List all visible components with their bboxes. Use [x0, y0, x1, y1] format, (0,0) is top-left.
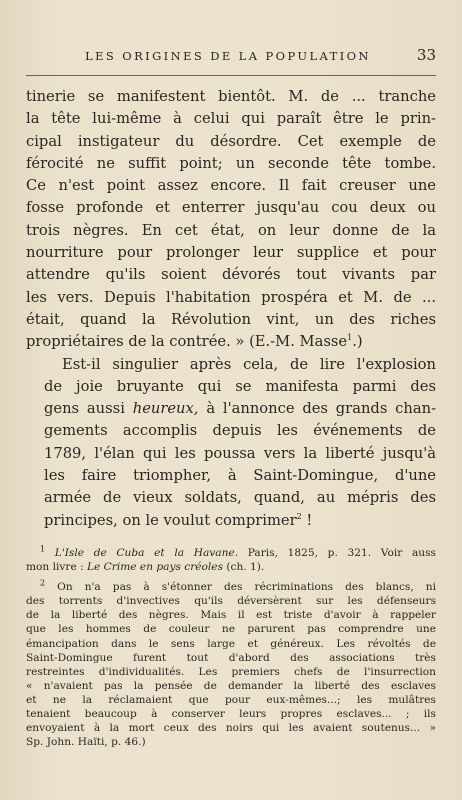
- footnote-line: « n'avaient pas la pensée de demander la liberté des esclaves: [26, 679, 436, 692]
- text-line: 1789, l'élan qui les poussa vers la liberté jusqu'à: [44, 444, 436, 462]
- italic-title: L'Isle de Cuba et la Havane.: [54, 547, 239, 559]
- text-line: [26, 398, 436, 420]
- footnote-line: [26, 580, 436, 594]
- text-fragment: !: [301, 511, 313, 529]
- text-fragment: .): [352, 333, 363, 351]
- text-fragment: à l'annonce des grands chan-: [206, 400, 437, 418]
- footnote-line: de la liberté des nègres. Mais il est triste d'avoir à rappeler: [26, 609, 436, 622]
- text-line: nourriture pour prolonger leur supplice et pour: [26, 244, 436, 262]
- page-number: 33: [416, 46, 436, 64]
- text-line: gements accomplis depuis les événements de: [44, 422, 436, 440]
- text-line: [26, 510, 436, 532]
- text-fragment: On n'a pas à s'étonner des récriminations des blancs, ni: [57, 581, 436, 594]
- text-fragment: propriétaires de la contrée. » (E.-M. Masse: [26, 333, 348, 351]
- paragraph-1: [26, 86, 436, 354]
- footnote-line: émancipation dans le sens large et généreux. Les révoltés de: [26, 637, 436, 650]
- footnote-2: [26, 580, 436, 749]
- text-line: Est-il singulier après cela, de lire l'explosion: [62, 355, 436, 373]
- footnote-ref: 2: [296, 511, 302, 521]
- text-fragment: gens aussi: [44, 400, 125, 418]
- text-line: férocité ne suffit point; un seconde tête tombe.: [26, 154, 436, 172]
- text-line: les vers. Depuis l'habitation prospéra et M. de ...: [26, 288, 436, 306]
- footnote-line: que les hommes de couleur ne parurent pas comprendre une: [26, 623, 436, 636]
- text-line: de joie bruyante qui se manifesta parmi des: [44, 377, 436, 395]
- text-line: armée de vieux soldats, quand, au mépris des: [44, 489, 436, 507]
- text-line: [26, 331, 436, 353]
- footnote-line: [26, 560, 436, 574]
- footnotes: [26, 546, 436, 749]
- footnote-line: restreintes d'individualités. Les premiers chefs de l'insurrection: [26, 665, 436, 678]
- footnote-line: et ne la réclamaient que pour eux-mêmes...; les mulâtres: [26, 693, 436, 706]
- footnote-line: [26, 546, 436, 560]
- text-line: cipal instigateur du désordre. Cet exemple de: [26, 132, 436, 150]
- paragraph-2: [26, 354, 436, 532]
- text-fragment: mon livre :: [26, 561, 88, 574]
- text-line: trois nègres. En cet état, on leur donne de la: [26, 221, 436, 239]
- text-line: la tête lui-même à celui qui paraît être le prin-: [26, 110, 436, 128]
- footnote-ref: 1: [347, 333, 353, 343]
- text-line: était, quand la Révolution vint, un des riches: [26, 310, 436, 328]
- header-rule: [26, 75, 436, 76]
- italic-title: Le Crime en pays créoles: [87, 561, 224, 574]
- text-line: Ce n'est point assez encore. Il fait creuser une: [26, 177, 436, 195]
- text-fragment: principes, on le voulut comprimer: [44, 511, 297, 529]
- footnote-number: 1: [40, 544, 46, 554]
- italic-word: heureux,: [132, 400, 199, 418]
- footnote-1: [26, 546, 436, 574]
- running-title: LES ORIGINES DE LA POPULATION: [85, 49, 371, 63]
- footnote-number: 2: [40, 578, 46, 588]
- page-header: [60, 46, 436, 71]
- text-line: fosse profonde et enterrer jusqu'au cou deux ou: [26, 199, 436, 217]
- text-line: les faire triompher, à Saint-Domingue, d'une: [44, 467, 436, 485]
- footnote-line: Saint-Domingue furent tout d'abord des associations très: [26, 651, 436, 664]
- text-fragment: (ch. 1).: [223, 561, 265, 574]
- footnote-line: Sp. John. Haïti, p. 46.): [26, 736, 146, 749]
- text-line: tinerie se manifestent bientôt. M. de ... tranche: [26, 88, 436, 105]
- text-line: attendre qu'ils soient dévorés tout vivants par: [26, 266, 436, 284]
- footnote-line: des torrents d'invectives qu'ils déversèrent sur les défenseurs: [26, 595, 436, 608]
- text-fragment: Paris, 1825, p. 321. Voir auss: [238, 547, 436, 559]
- footnote-line: tenaient beaucoup à conserver leurs propres esclaves... ; ils: [26, 708, 436, 721]
- footnote-line: envoyaient à la mort ceux des noirs qui les avaient soutenus... »: [26, 722, 436, 735]
- main-text: [26, 86, 436, 532]
